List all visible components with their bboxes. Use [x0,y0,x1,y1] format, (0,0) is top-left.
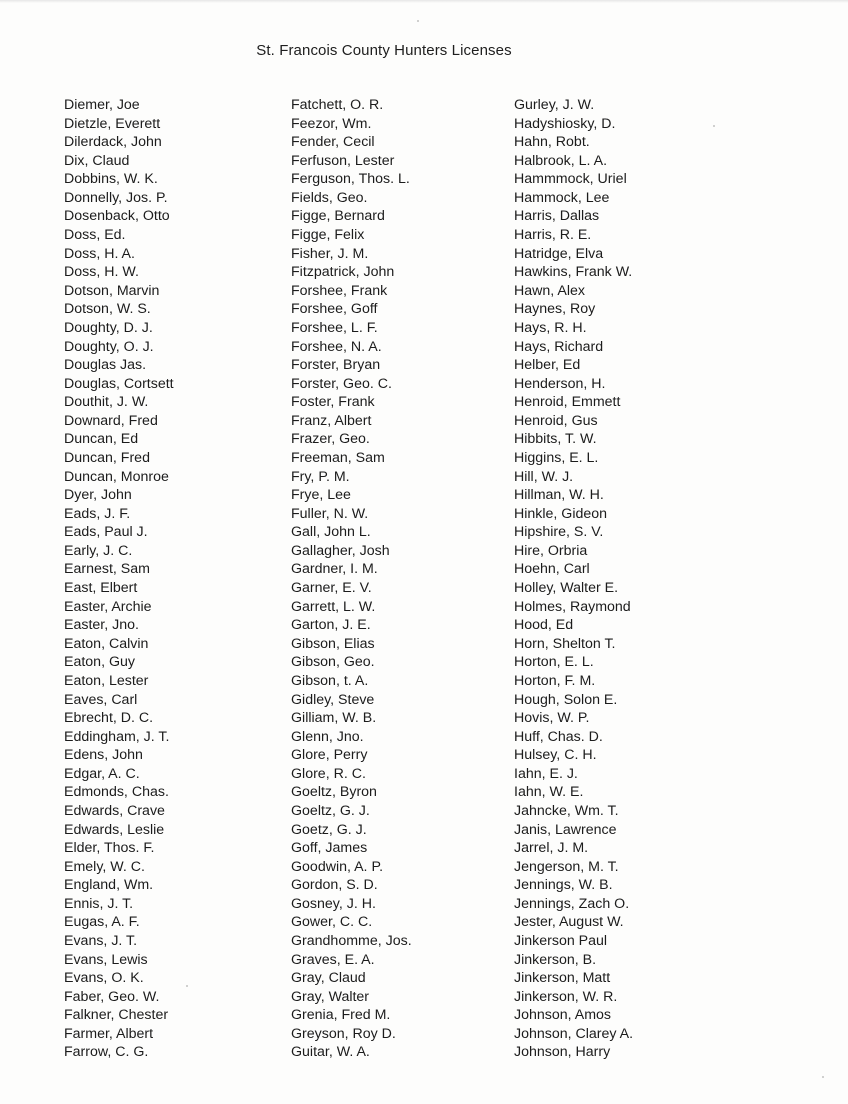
name-entry: Gray, Claud [291,970,366,987]
name-entry: Goeltz, G. J. [291,802,370,819]
name-entry: Jinkerson, Matt [514,970,611,987]
name-entry: Fatchett, O. R. [291,97,384,113]
name-entry: Johnson, Amos [514,1007,612,1024]
name-entry: Henroid, Emmett [514,394,621,411]
name-entry: Hinkle, Gideon [514,505,608,522]
name-entry: Jinkerson Paul [514,933,608,950]
scan-edge-shadow [0,0,848,3]
name-entry: Edwards, Leslie [64,821,165,838]
name-entry: Ferguson, Thos. L. [291,171,410,188]
name-entry: Glore, Perry [291,747,368,764]
scan-speck [713,125,715,127]
name-entry: Hoehn, Carl [514,561,590,578]
name-entry: Faber, Geo. W. [64,988,160,1005]
name-entry: Janis, Lawrence [514,821,617,838]
name-entry: Duncan, Ed [64,431,139,448]
name-entry: Dobbins, W. K. [64,171,158,188]
name-entry: Fields, Geo. [291,189,368,206]
name-entry: Doss, Ed. [64,227,126,244]
name-entry: Ennis, J. T. [64,895,134,912]
name-entry: Dotson, Marvin [64,282,160,299]
scan-speck [822,1076,824,1078]
page-title: St. Francois County Hunters Licenses [256,42,512,59]
name-entry: Henroid, Gus [514,412,598,429]
name-entry: Emely, W. C. [64,858,145,875]
name-entry: Goff, James [291,840,368,857]
name-entry: Duncan, Monroe [64,468,169,485]
name-entry: Easter, Jno. [64,617,139,634]
name-entry: Eaton, Guy [64,654,135,671]
name-entry: Hatridge, Elva [514,245,604,262]
name-entry: Hulsey, C. H. [514,747,597,764]
name-entry: Eads, Paul J. [64,524,148,541]
name-entry: Jinkerson, W. R. [514,988,618,1005]
name-entry: Hammock, Lee [514,189,610,206]
name-entry: Figge, Bernard [291,208,385,225]
name-entry: Doss, H. A. [64,245,135,262]
name-entry: Johnson, Clarey A. [514,1025,634,1042]
name-entry: Early, J. C. [64,542,133,559]
name-entry: Falkner, Chester [64,1007,169,1024]
name-entry: Hood, Ed [514,617,574,634]
name-entry: Iahn, E. J. [514,765,578,782]
name-column-2 [291,96,412,1062]
name-entry: Evans, O. K. [64,970,144,987]
name-entry: Horn, Shelton T. [514,635,616,652]
name-entry: Jarrel, J. M. [514,840,589,857]
name-entry: Eads, J. F. [64,505,131,522]
name-entry: Hibbits, T. W. [514,431,597,448]
name-entry: Jennings, Zach O. [514,895,630,912]
name-entry: Greyson, Roy D. [291,1025,396,1042]
name-entry: Garton, J. E. [291,617,371,634]
scan-speck [417,20,419,22]
name-entry: Jinkerson, B. [514,951,597,968]
name-entry: Feezor, Wm. [291,115,372,132]
name-entry: Forster, Geo. C. [291,375,392,392]
name-entry: Doughty, O. J. [64,338,154,355]
name-entry: Hays, Richard [514,338,604,355]
name-entry: Gower, C. C. [291,914,373,931]
name-entry: Grenia, Fred M. [291,1007,391,1024]
name-entry: Earnest, Sam [64,561,150,578]
name-entry: Hadyshiosky, D. [514,115,616,132]
name-entry: Gibson, Geo. [291,654,375,671]
name-entry: Fuller, N. W. [291,505,369,522]
name-entry: Gallagher, Josh [291,542,390,559]
name-entry: Goodwin, A. P. [291,858,384,875]
name-entry: Evans, J. T. [64,933,138,950]
name-entry: Douglas Jas. [64,357,147,374]
name-entry: Hovis, W. P. [514,710,590,727]
name-entry: Iahn, W. E. [514,784,584,801]
name-entry: Hawkins, Frank W. [514,264,633,281]
name-entry: Hillman, W. H. [514,487,604,504]
name-entry: Horton, F. M. [514,672,596,689]
name-entry: Fender, Cecil [291,134,375,151]
name-entry: Eugas, A. F. [64,914,140,931]
name-entry: Hipshire, S. V. [514,524,604,541]
name-entry: Higgins, E. L. [514,449,599,466]
name-entry: East, Elbert [64,580,138,597]
name-entry: Gardner, I. M. [291,561,378,578]
name-entry: Forshee, Frank [291,282,388,299]
name-entry: Farrow, C. G. [64,1044,149,1061]
name-entry: Gall, John L. [291,524,371,541]
name-entry: Jahncke, Wm. T. [514,802,619,819]
name-entry: Eaton, Lester [64,672,149,689]
name-entry: Hire, Orbria [514,542,588,559]
name-entry: Glenn, Jno. [291,728,364,745]
name-entry: Garner, E. V. [291,580,372,597]
name-entry: Foster, Frank [291,394,375,411]
name-entry: Hill, W. J. [514,468,574,485]
name-entry: Hahn, Robt. [514,134,590,151]
name-entry: Douglas, Cortsett [64,375,174,392]
name-column-1 [64,96,174,1062]
name-entry: Doughty, D. J. [64,319,153,336]
name-entry: Huff, Chas. D. [514,728,603,745]
name-entry: Jengerson, M. T. [514,858,619,875]
name-entry: Fry, P. M. [291,468,350,485]
name-entry: Hays, R. H. [514,319,587,336]
name-entry: Dietzle, Everett [64,115,161,132]
name-entry: Hammmock, Uriel [514,171,627,188]
name-entry: Dyer, John [64,487,132,504]
name-entry: Douthit, J. W. [64,394,149,411]
name-entry: Glore, R. C. [291,765,366,782]
name-entry: Horton, E. L. [514,654,594,671]
name-entry: Hawn, Alex [514,282,585,299]
name-entry: Gosney, J. H. [291,895,376,912]
name-entry: Gidley, Steve [291,691,375,708]
name-entry: Ferfuson, Lester [291,152,395,169]
name-entry: Dotson, W. S. [64,301,151,318]
name-entry: Franz, Albert [291,412,372,429]
name-entry: Goeltz, Byron [291,784,377,801]
name-entry: Gibson, t. A. [291,672,369,689]
name-entry: Grandhomme, Jos. [291,933,412,950]
name-entry: Diemer, Joe [64,97,140,113]
name-entry: Elder, Thos. F. [64,840,155,857]
name-entry: Gordon, S. D. [291,877,378,894]
name-entry: Eaton, Calvin [64,635,149,652]
name-entry: Fisher, J. M. [291,245,369,262]
name-entry: Henderson, H. [514,375,606,392]
name-entry: Frye, Lee [291,487,351,504]
name-entry: Edens, John [64,747,143,764]
name-entry: Edwards, Crave [64,802,165,819]
name-entry: Donnelly, Jos. P. [64,189,168,206]
name-entry: Figge, Felix [291,227,365,244]
name-entry: Holmes, Raymond [514,598,631,615]
name-entry: Johnson, Harry [514,1044,611,1061]
name-entry: Doss, H. W. [64,264,139,281]
name-entry: Halbrook, L. A. [514,152,608,169]
name-entry: Jester, August W. [514,914,624,931]
name-entry: Edgar, A. C. [64,765,140,782]
name-entry: Downard, Fred [64,412,158,429]
scan-speck [186,985,188,987]
name-entry: Freeman, Sam [291,449,385,466]
name-entry: Graves, E. A. [291,951,375,968]
name-entry: Forshee, L. F. [291,319,378,336]
name-entry: Jennings, W. B. [514,877,613,894]
name-entry: Forshee, Goff [291,301,378,318]
name-entry: Goetz, G. J. [291,821,367,838]
name-entry: Haynes, Roy [514,301,596,318]
name-entry: Dosenback, Otto [64,208,170,225]
name-entry: Harris, Dallas [514,208,600,225]
name-entry: Easter, Archie [64,598,152,615]
name-entry: Forshee, N. A. [291,338,382,355]
name-entry: Evans, Lewis [64,951,148,968]
name-entry: Helber, Ed [514,357,581,374]
name-entry: Edmonds, Chas. [64,784,169,801]
name-entry: Garrett, L. W. [291,598,376,615]
name-entry: England, Wm. [64,877,154,894]
name-entry: Gibson, Elias [291,635,375,652]
name-entry: Gray, Walter [291,988,370,1005]
name-entry: Fitzpatrick, John [291,264,395,281]
name-entry: Gurley, J. W. [514,97,595,113]
name-entry: Holley, Walter E. [514,580,619,597]
name-column-3 [514,96,633,1062]
name-entry: Ebrecht, D. C. [64,710,154,727]
name-entry: Gilliam, W. B. [291,710,377,727]
name-entry: Forster, Bryan [291,357,381,374]
name-entry: Guitar, W. A. [291,1044,370,1061]
name-entry: Farmer, Albert [64,1025,154,1042]
name-entry: Duncan, Fred [64,449,150,466]
name-entry: Eddingham, J. T. [64,728,170,745]
name-entry: Frazer, Geo. [291,431,370,448]
name-entry: Eaves, Carl [64,691,138,708]
name-entry: Dilerdack, John [64,134,162,151]
name-entry: Hough, Solon E. [514,691,618,708]
name-entry: Dix, Claud [64,152,130,169]
name-entry: Harris, R. E. [514,227,592,244]
